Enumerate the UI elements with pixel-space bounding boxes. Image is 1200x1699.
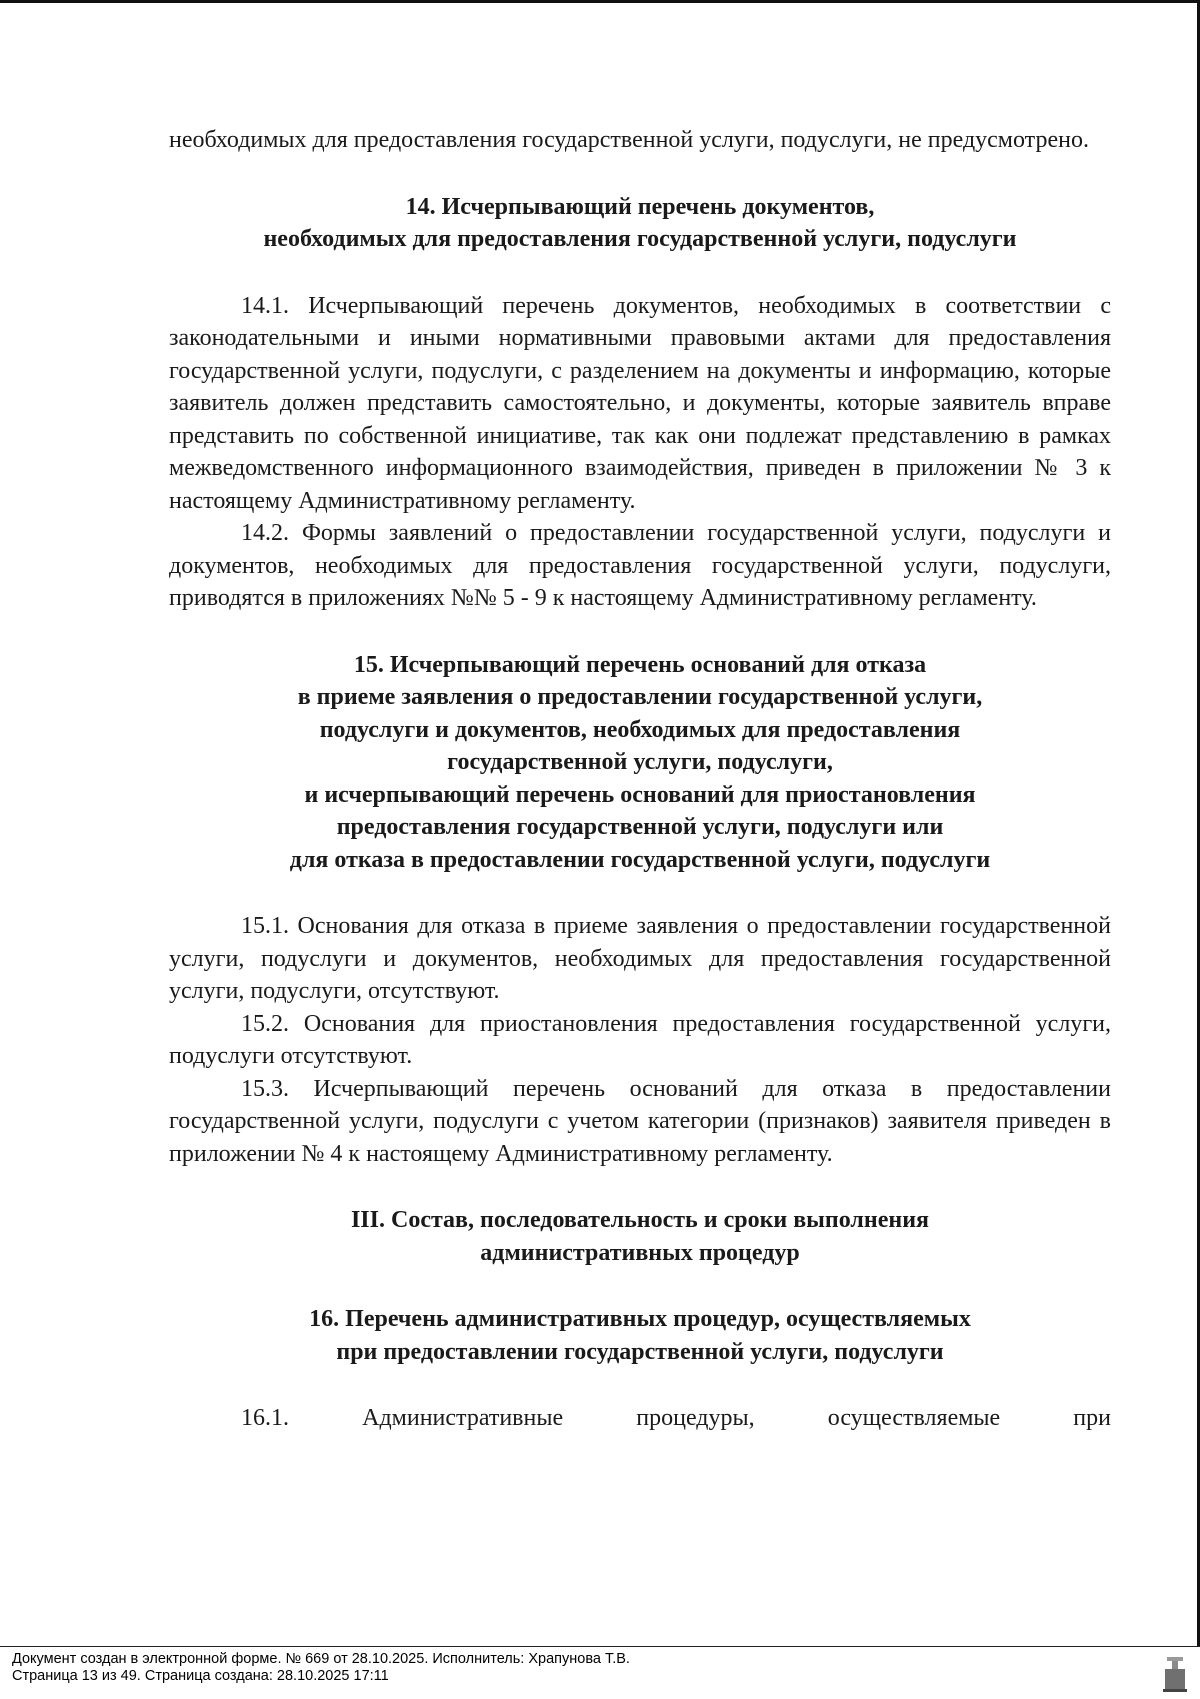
spacer (169, 157, 1111, 191)
heading-line: предоставления государственной услуги, подуслуги или (336, 814, 944, 840)
heading-line: необходимых для предоставления государственной услуги, подуслуги (263, 226, 1017, 252)
spacer (169, 1170, 1111, 1204)
heading-line: и исчерпывающий перечень оснований для приостановления (304, 781, 976, 808)
footer-line-2: Страница 13 из 49. Страница создана: 28.10.2025 17:11 (12, 1668, 389, 1684)
section-16-heading (169, 1303, 1111, 1368)
paragraph-15-1: 15.1. Основания для отказа в приеме заявления о предоставлении государственной услуги, подуслуги и документов, необходимых для предоставления государственной услуги, подуслуги, отсутствуют. (169, 913, 1111, 1004)
heading-line: III. Состав, последовательность и сроки выполнения (350, 1207, 930, 1233)
document-body (169, 124, 1111, 1435)
paragraph-15-3: 15.3. Исчерпывающий перечень оснований для отказа в предоставлении государственной услуги, подуслуги с учетом категории (признаков) заявителя приведен в приложении № 4 к настоящему Административному регламенту. (169, 1075, 1111, 1167)
paragraph-14-1: 14.1. Исчерпывающий перечень документов, необходимых в соответствии с законодательными и иными нормативными правовыми актами для предоставления государственной услуги, подуслуги, с разделением на документы и информацию, которые заявитель должен представить самостоятельно, и документы, которые заявитель вправе представить по собственной инициативе, так как они подлежат представлению в рамках межведомственного информационного взаимодействия, приведен в приложении № 3 к настоящему Административному регламенту. (169, 292, 1111, 514)
heading-line: 15. Исчерпывающий перечень оснований для отказа (353, 651, 927, 678)
spacer (169, 615, 1111, 649)
heading-line: в приеме заявления о предоставлении государственной услуги, (297, 684, 983, 710)
document-stamp-icon (1163, 1655, 1187, 1693)
paragraph-15-2: 15.2. Основания для приостановления предоставления государственной услуги, подуслуги отсутствуют. (169, 1010, 1111, 1069)
footer-line-1: Документ создан в электронной форме. № 669 от 28.10.2025. Исполнитель: Храпунова Т.В. (12, 1651, 630, 1667)
spacer (169, 876, 1111, 910)
page-frame-top (0, 0, 1200, 3)
heading-line: 14. Исчерпывающий перечень документов, (405, 193, 875, 220)
paragraph-16-1: 16.1. Административные процедуры, осуществляемые при (241, 1405, 1111, 1431)
heading-line: при предоставлении государственной услуги, подуслуги (336, 1338, 944, 1365)
heading-line: подуслуги и документов, необходимых для предоставления (319, 716, 961, 743)
spacer (169, 256, 1111, 290)
section-15-heading (169, 649, 1111, 877)
heading-line: государственной услуги, подуслуги, (447, 749, 833, 775)
heading-line: для отказа в предоставлении государственной услуги, подуслуги (289, 846, 991, 873)
paragraph-14-2: 14.2. Формы заявлений о предоставлении государственной услуги, подуслуги и документов, необходимых для предоставления государственной услуги, подуслуги, приводятся в приложениях №№ 5 - 9 к настоящему Административному регламенту. (169, 520, 1111, 611)
footer-text (12, 1651, 630, 1685)
heading-line: 16. Перечень административных процедур, осуществляемых (309, 1306, 971, 1332)
document-footer (0, 1646, 1200, 1699)
spacer (169, 1269, 1111, 1303)
paragraph-continuation: необходимых для предоставления государственной услуги, подуслуги, не предусмотрено. (169, 127, 1089, 153)
heading-line: административных процедур (480, 1239, 800, 1266)
section-14-heading (169, 191, 1111, 256)
section-III-heading (169, 1204, 1111, 1269)
spacer (169, 1368, 1111, 1402)
